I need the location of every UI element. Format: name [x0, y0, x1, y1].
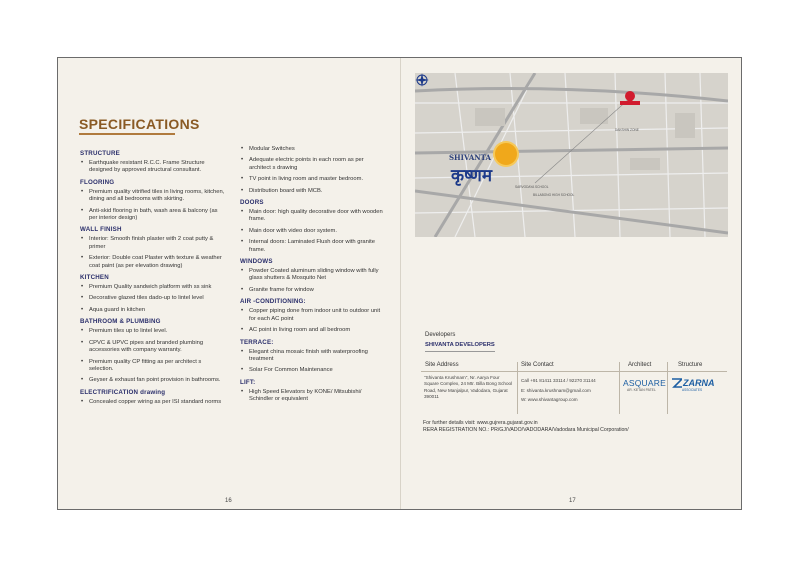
spec-item: • Geyser & exhaust fan point provision in bathrooms.	[80, 377, 225, 384]
site-address: "Shivanta Krushnam", Nr. Aarya Four Square Complex, 24 Mtr. Billa Bong School Road, New Manjalpur, Vadodara, Gujarat 390011	[424, 375, 513, 399]
spec-item: • Exterior: Double coat Plaster with texture & weather coat paint (as per elevation drawing)	[80, 255, 225, 270]
spec-list	[80, 284, 225, 314]
spec-list	[80, 189, 225, 223]
spec-item: • Interior: Smooth finish plaster with 2 coat putty & primer	[80, 236, 225, 251]
spec-list	[80, 328, 225, 384]
spec-item: • Elegant china mosaic finish with waterproofing treatment	[240, 349, 385, 364]
spec-item: • Concealed copper wiring as per ISI standard norms	[80, 399, 225, 406]
contact-email: E: shivanta.krushnam@gmail.com	[521, 387, 591, 393]
header-structure: Structure	[678, 362, 703, 368]
project-logo	[443, 141, 533, 201]
spec-item: • TV point in living room and master bedroom.	[240, 176, 385, 183]
table-column-divider	[667, 362, 668, 414]
spec-list	[240, 268, 385, 294]
spec-item: • Solar For Common Maintenance	[240, 367, 385, 374]
spec-item: • Premium tiles up to lintel level.	[80, 328, 225, 335]
spec-list	[240, 209, 385, 254]
section-heading: BATHROOM & PLUMBING	[80, 318, 161, 326]
map-label: DAKSHIN ZONE	[615, 128, 639, 132]
brochure-spread	[57, 57, 742, 510]
logo-brand: SHIVANTA	[449, 153, 491, 162]
section-heading: ELECTRIFICATION drawing	[80, 388, 166, 396]
section-heading: WALL FINISH	[80, 226, 122, 234]
table-divider	[421, 371, 727, 372]
architect-name: AR. KETAN PATEL	[627, 388, 656, 392]
structure-logo: ZARNA	[683, 378, 715, 388]
map-label: BILLABONG HIGH SCHOOL	[533, 193, 575, 197]
logo-name: कृष्णम	[451, 166, 492, 186]
spec-column-1	[80, 146, 225, 410]
section-heading: LIFT:	[240, 378, 256, 386]
contact-phone: Call +91 81411 33114 / 92270 31144	[521, 378, 596, 383]
specifications-page	[58, 58, 400, 509]
section-heading: WINDOWS	[240, 258, 273, 266]
divider	[425, 351, 495, 352]
spec-item: • Copper piping done from indoor unit to outdoor unit for each AC point	[240, 308, 385, 323]
compass-icon	[415, 73, 429, 87]
spec-item: • CPVC & UPVC pipes and branded plumbing accessories with company warranty.	[80, 340, 225, 355]
contact-website: W: www.shivantagroup.com	[521, 397, 578, 402]
spec-item: • Main door with video door system.	[240, 228, 385, 235]
zarna-icon	[672, 378, 682, 388]
spec-item: • Decorative glazed tiles dado-up to lintel level	[80, 295, 225, 302]
spec-item: • AC point in living room and all bedroom	[240, 327, 385, 334]
section-heading: FLOORING	[80, 178, 115, 186]
page-title: SPECIFICATIONS	[79, 116, 200, 132]
spec-item: • Premium quality vitrified tiles in living rooms, kitchen, dining and all bedrooms with skirting.	[80, 189, 225, 204]
rera-footnote	[423, 420, 723, 434]
spec-item: • Premium quality CP fitting as per architect s selection.	[80, 359, 225, 374]
site-contact	[521, 376, 621, 405]
table-column-divider	[517, 362, 518, 414]
footnote-website: For further details visit: www.gujrera.gujarat.gov.in	[423, 420, 538, 426]
map-label: SARVODAYA SCHOOL	[515, 185, 549, 189]
spec-list	[240, 349, 385, 375]
structure-sub: ASSOCIATES	[682, 388, 703, 392]
sun-icon	[495, 143, 517, 165]
spec-list	[240, 308, 385, 334]
spec-item: • Earthquake resistant R.C.C. Frame Structure designed by approved structural consultant.	[80, 160, 225, 175]
architect-logo: ASQUARE	[623, 378, 666, 388]
developers-label: Developers	[425, 332, 456, 338]
spec-item: • High Speed Elevators by KONE/ Mitsubishi/ Schindler or equivalent	[240, 389, 385, 404]
header-site-address: Site Address	[425, 362, 459, 368]
section-heading: TERRACE:	[240, 338, 274, 346]
page-number: 17	[569, 498, 576, 504]
location-marker	[620, 101, 640, 105]
spec-list	[240, 146, 385, 195]
spec-list	[80, 236, 225, 270]
location-map	[415, 73, 728, 237]
spec-item: • Premium Quality sandwich platform with ss sink	[80, 284, 225, 291]
section-heading: STRUCTURE	[80, 150, 120, 157]
spec-item: • Main door: high quality decorative door with wooden frame.	[240, 209, 385, 224]
section-heading: DOORS	[240, 199, 264, 207]
header-architect: Architect	[628, 362, 652, 368]
spec-item: • Powder Coated aluminum sliding window with fully glass shutters & Mosquito Net	[240, 268, 385, 283]
spec-item: • Adequate electric points in each room as per architect s drawing	[240, 157, 385, 172]
spec-item: • Granite frame for window	[240, 287, 385, 294]
spec-item: • Distribution board with MCB.	[240, 188, 385, 195]
spec-item: • Modular Switches	[240, 146, 385, 153]
spec-item: • Anti-skid flooring in bath, wash area & balcony (as per interior design)	[80, 208, 225, 223]
spec-list	[240, 389, 385, 404]
title-underline	[79, 133, 175, 135]
spec-column-2	[240, 146, 385, 408]
footnote-rera: RERA REGISTRATION NO.: PR/GJ/VADO/VADODARA/Vadodara Municipal Corporation/	[423, 427, 629, 433]
page-number: 16	[225, 498, 232, 504]
spec-list	[80, 160, 225, 175]
spec-list	[80, 399, 225, 406]
section-heading: KITCHEN	[80, 274, 109, 282]
spec-item: • Aqua guard in kitchen	[80, 307, 225, 314]
section-heading: AIR -CONDITIONING:	[240, 298, 306, 306]
spec-item: • Internal doors: Laminated Flush door with granite frame.	[240, 239, 385, 254]
location-page	[401, 58, 743, 509]
header-site-contact: Site Contact	[521, 362, 554, 368]
developers-name: SHIVANTA DEVELOPERS	[425, 342, 495, 348]
